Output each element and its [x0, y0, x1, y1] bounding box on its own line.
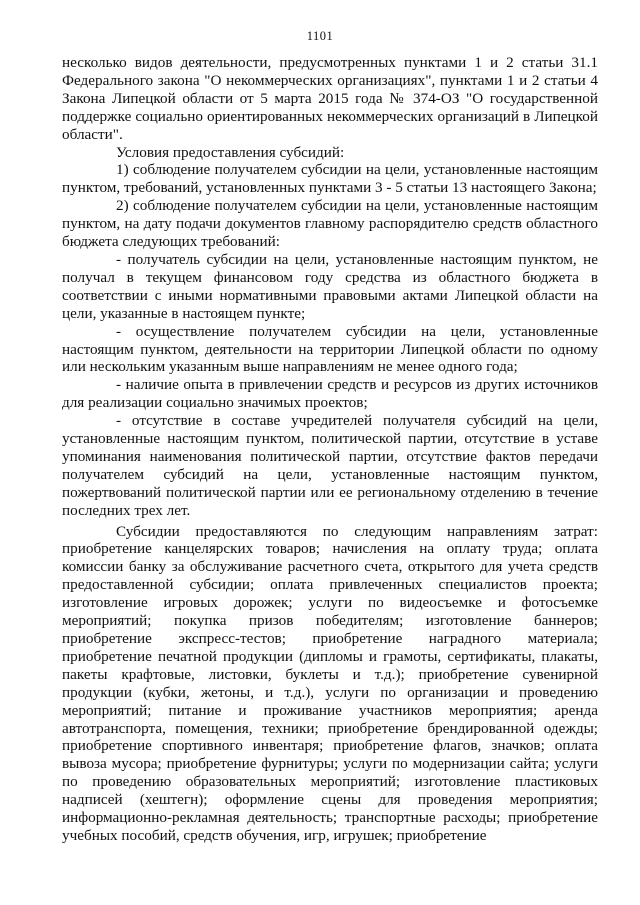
paragraph-condition-1: 1) соблюдение получателем субсидии на цели, установленные настоящим пунктом, требований, установленных пунктами 3 - 5 статьи 13 настоящего Закона;: [62, 161, 598, 197]
paragraph-intro-continuation: несколько видов деятельности, предусмотренных пунктами 1 и 2 статьи 31.1 Федерального закона "О некоммерческих организациях", пунктами 1 и 2 статьи 4 Закона Липецкой области от 5 марта 2015 года № 374-ОЗ "О государственной поддержке социально ориентированных некоммерческих организаций в Липецкой области".: [62, 54, 598, 143]
paragraph-requirement-experience: - наличие опыта в привлечении средств и ресурсов из других источников для реализации социально значимых проектов;: [62, 376, 598, 412]
paragraph-requirement-no-funding: - получатель субсидии на цели, установленные настоящим пунктом, не получал в текущем финансовом году средства из областного бюджета в соответствии с иными нормативными правовыми актами Липецкой области на цели, указанные в настоящем пункте;: [62, 250, 598, 322]
paragraph-requirement-activity: - осуществление получателем субсидии на цели, установленные настоящим пунктом, деятельности на территории Липецкой области по одному или нескольким указанным выше направлениям не менее одного года;: [62, 322, 598, 376]
paragraph-expense-directions: Субсидии предоставляются по следующим направлениям затрат: приобретение канцелярских товаров; начисления на оплату труда; оплата комиссии банку за обслуживание расчетного счета, открытого для учета средств предоставленной субсидии; оплата привлеченных специалистов проекта; изготовление игровых дорожек; услуги по видеосъемке и фотосъемке мероприятий; покупка призов победителям; изготовление баннеров; приобретение экспресс-тестов; приобретение наградного материала; приобретение печатной продукции (дипломы и грамоты, сертификаты, плакаты, пакеты крафтовые, листовки, буклеты и т.д.); приобретение сувенирной продукции (кубки, жетоны, и т.д.), услуги по организации и проведению мероприятий; питание и проживание участников мероприятия; аренда автотранспорта, помещения, техники; приобретение брендированной одежды; приобретение спортивного инвентаря; приобретение флагов, значков; оплата вывоза мусора; приобретение фурнитуры; услуги по модернизации сайта; услуги по проведению образовательных мероприятий; изготовление пластиковых надписей (хештегн); оформление сцены для проведения мероприятия; информационно-рекламная деятельность; транспортные расходы; приобретение учебных пособий, средств обучения, игр, игрушек; приобретение: [62, 522, 598, 844]
paragraph-condition-2: 2) соблюдение получателем субсидии на цели, установленные настоящим пунктом, на дату подачи документов главному распорядителю средств областного бюджета следующих требований:: [62, 197, 598, 251]
paragraph-conditions-heading: Условия предоставления субсидий:: [116, 143, 345, 161]
document-body: [62, 54, 598, 845]
paragraph-requirement-no-party: - отсутствие в составе учредителей получателя субсидий на цели, установленные настоящим пунктом, политической партии, отсутствие в уставе упоминания наименования политической партии, отсутствие фактов передачи получателем субсидий на цели, установленные настоящим пунктом, пожертвований политической партии или ее региональному отделению в течение последних трех лет.: [62, 412, 598, 519]
page-number: 1101: [306, 29, 334, 43]
